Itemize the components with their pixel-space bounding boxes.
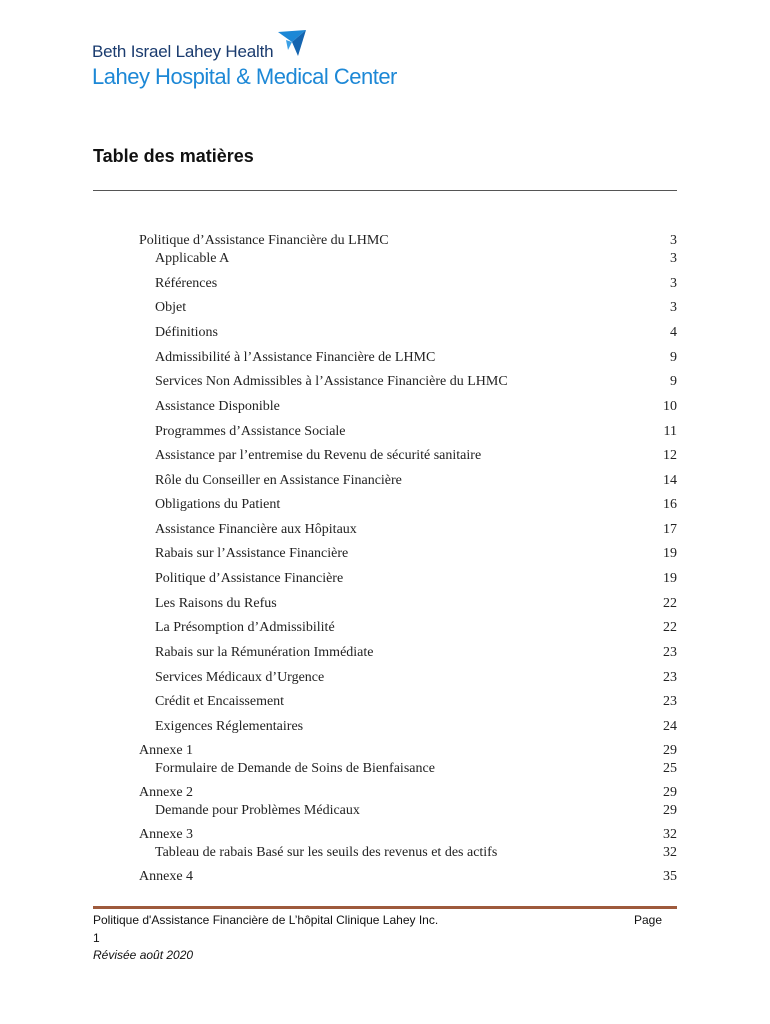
footer-revised-date: Révisée août 2020 xyxy=(93,948,194,962)
toc-page-number: 12 xyxy=(663,448,677,463)
toc-page-number: 32 xyxy=(663,827,677,842)
toc-entry[interactable]: Programmes d’Assistance Sociale xyxy=(155,424,346,439)
toc-page-number: 14 xyxy=(663,473,677,488)
toc-entry[interactable]: La Présomption d’Admissibilité xyxy=(155,620,335,635)
logo-line-1: Beth Israel Lahey Health xyxy=(92,42,274,61)
toc-page-number: 19 xyxy=(663,571,677,586)
toc-page-number: 23 xyxy=(663,670,677,685)
logo-line-2: Lahey Hospital & Medical Center xyxy=(92,64,397,89)
toc-entry[interactable]: Politique d’Assistance Financière du LHMC xyxy=(139,233,389,248)
toc-entry[interactable]: Demande pour Problèmes Médicaux xyxy=(155,803,360,818)
title-divider xyxy=(93,190,677,191)
toc-page-number: 4 xyxy=(670,325,677,340)
toc-entry[interactable]: Assistance par l’entremise du Revenu de sécurité sanitaire xyxy=(155,448,482,463)
toc-entry[interactable]: Applicable A xyxy=(155,251,230,266)
toc-entry[interactable]: Annexe 4 xyxy=(139,869,194,884)
toc-page-number: 3 xyxy=(670,251,677,266)
toc-page-number: 16 xyxy=(663,497,677,512)
toc-entry[interactable]: Services Non Admissibles à l’Assistance Financière du LHMC xyxy=(155,374,508,389)
footer-page-number: 1 xyxy=(93,931,100,945)
logo xyxy=(92,28,412,98)
toc-page-number: 10 xyxy=(663,399,677,414)
toc-entry[interactable]: Politique d’Assistance Financière xyxy=(155,571,344,586)
bird-icon xyxy=(276,28,310,58)
footer-page-label: Page xyxy=(634,913,663,927)
toc-page-number: 35 xyxy=(663,869,677,884)
toc-entry[interactable]: Annexe 2 xyxy=(139,785,194,800)
toc-page-number: 22 xyxy=(663,596,677,611)
toc-entry[interactable]: Tableau de rabais Basé sur les seuils des revenus et des actifs xyxy=(155,845,498,860)
toc-page-number: 19 xyxy=(663,546,677,561)
toc-page-number: 3 xyxy=(670,300,677,315)
toc-entry[interactable]: Exigences Réglementaires xyxy=(155,719,304,734)
toc-entry[interactable]: Formulaire de Demande de Soins de Bienfaisance xyxy=(155,761,435,776)
toc-page-number: 32 xyxy=(663,845,677,860)
toc-page-number: 23 xyxy=(663,645,677,660)
toc-entry[interactable]: Annexe 1 xyxy=(139,743,194,758)
toc-entry[interactable]: Annexe 3 xyxy=(139,827,194,842)
toc-page-number: 3 xyxy=(670,276,677,291)
toc-entry[interactable]: Admissibilité à l’Assistance Financière de LHMC xyxy=(155,350,436,365)
toc-entry[interactable]: Obligations du Patient xyxy=(155,497,281,512)
toc-page-number: 9 xyxy=(670,350,677,365)
toc-entry[interactable]: Assistance Financière aux Hôpitaux xyxy=(155,522,357,537)
toc-page-number: 11 xyxy=(663,424,677,439)
toc-title: Table des matières xyxy=(93,146,254,166)
toc-page-number: 23 xyxy=(663,694,677,709)
toc-page-number: 9 xyxy=(670,374,677,389)
toc-page-number: 29 xyxy=(663,743,677,758)
footer-divider xyxy=(93,906,677,909)
toc-page-number: 3 xyxy=(670,233,677,248)
toc-page-number: 25 xyxy=(663,761,677,776)
footer-document-title: Politique d'Assistance Financière de L’hôpital Clinique Lahey Inc. xyxy=(93,913,439,927)
toc-page-number: 22 xyxy=(663,620,677,635)
toc-entry[interactable]: Rabais sur la Rémunération Immédiate xyxy=(155,645,374,660)
toc-entry[interactable]: Rabais sur l’Assistance Financière xyxy=(155,546,349,561)
toc-page-number: 29 xyxy=(663,803,677,818)
toc-entry[interactable]: Définitions xyxy=(155,325,218,340)
toc-entry[interactable]: Les Raisons du Refus xyxy=(155,596,277,611)
toc-entry[interactable]: Services Médicaux d’Urgence xyxy=(155,670,325,685)
toc-entry[interactable]: Assistance Disponible xyxy=(155,399,280,414)
toc-entry[interactable]: Crédit et Encaissement xyxy=(155,694,285,709)
toc-page-number: 29 xyxy=(663,785,677,800)
toc-page-number: 24 xyxy=(663,719,677,734)
toc-entry[interactable]: Objet xyxy=(155,300,187,315)
toc-entry[interactable]: Références xyxy=(155,276,218,291)
toc-page-number: 17 xyxy=(663,522,677,537)
toc-entry[interactable]: Rôle du Conseiller en Assistance Financière xyxy=(155,473,402,488)
